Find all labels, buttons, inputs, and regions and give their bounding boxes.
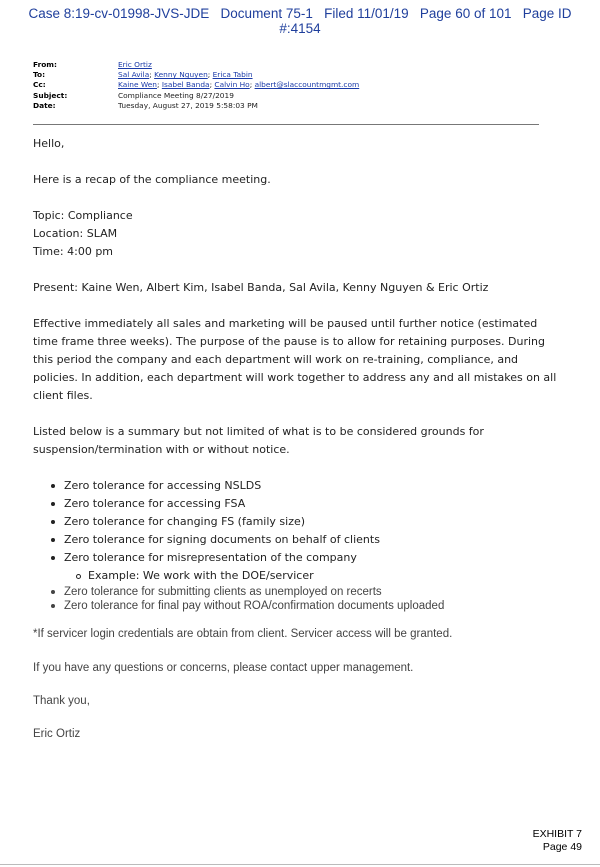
list-item: Zero tolerance for final pay without ROA/confirmation documents uploaded	[64, 599, 563, 613]
to-link-sal-avila[interactable]: Sal Avila	[118, 70, 150, 80]
exhibit-page: Page 49	[542, 841, 582, 853]
signature: Eric Ortiz	[33, 728, 81, 740]
cc-separator: ;	[209, 80, 213, 90]
list-item: Zero tolerance for submitting clients as unemployed on recerts	[64, 585, 563, 599]
list-item: Zero tolerance for changing FS (family size)	[64, 513, 563, 531]
email-meta	[33, 60, 539, 111]
list-item: Zero tolerance for signing documents on behalf of clients	[64, 531, 563, 549]
location: Location: SLAM	[33, 227, 118, 240]
to-link-erica-tabin[interactable]: Erica Tabin	[212, 70, 253, 80]
cc-link-calvin-ho[interactable]: Calvin Ho	[214, 80, 250, 90]
date-value: Tuesday, August 27, 2019 5:58:03 PM	[118, 100, 258, 110]
light-section	[33, 585, 563, 742]
cc-separator: ;	[249, 80, 253, 90]
topic: Topic: Compliance	[33, 209, 133, 222]
cc-label: Cc:	[33, 80, 46, 90]
header-divider	[33, 124, 539, 125]
exhibit-label: EXHIBIT 7	[532, 828, 582, 840]
list-item	[64, 549, 563, 585]
paragraph-pause: Effective immediately all sales and marketing will be paused until further notice (estimated time frame three weeks). The purpose of the pause is to allow for retaining purposes. During this period the company and each department will work on re-training, compliance, and policies. In addition, each department will work together to address any and all mistakes on all client files.	[33, 317, 557, 402]
subject-label: Subject:	[33, 90, 68, 100]
from-link[interactable]: Eric Ortiz	[118, 60, 152, 69]
time: Time: 4:00 pm	[33, 245, 114, 258]
to-row	[33, 70, 539, 80]
questions-note: If you have any questions or concerns, please contact upper management.	[33, 662, 414, 674]
paragraph-grounds: Listed below is a summary but not limited of what is to be considered grounds for suspension/termination with or without notice.	[33, 425, 484, 456]
to-separator: ;	[207, 70, 211, 80]
case-header-line1: Case 8:19-cv-01998-JVS-JDE Document 75-1 Filed 11/01/19 Page 60 of 101 Page ID	[28, 6, 572, 21]
email-body	[33, 135, 563, 760]
case-header-line2: #:4154	[279, 21, 321, 36]
cc-link-isabel-banda[interactable]: Isabel Banda	[161, 80, 210, 90]
zero-tolerance-list-continued	[33, 585, 563, 613]
from-row	[33, 60, 539, 70]
list-item: Zero tolerance for accessing FSA	[64, 495, 563, 513]
to-label: To:	[33, 70, 46, 80]
exhibit-stamp	[533, 828, 582, 854]
cc-link-albert-email[interactable]: albert@slaccountmgmt.com	[254, 80, 360, 90]
page-bottom-border	[0, 864, 600, 865]
subject-row	[33, 91, 539, 101]
list-item-text: Zero tolerance for misrepresentation of the company	[64, 551, 357, 564]
servicer-note: *If servicer login credentials are obtain from client. Servicer access will be granted.	[33, 628, 453, 640]
sub-list	[64, 567, 563, 585]
intro: Here is a recap of the compliance meeting.	[33, 173, 271, 186]
cc-row	[33, 80, 539, 90]
list-item: Zero tolerance for accessing NSLDS	[64, 477, 563, 495]
date-label: Date:	[33, 100, 56, 110]
to-link-kenny-nguyen[interactable]: Kenny Nguyen	[154, 70, 208, 80]
closing: Thank you,	[33, 695, 90, 707]
zero-tolerance-list	[33, 477, 563, 585]
cc-link-kaine-wen[interactable]: Kaine Wen	[118, 80, 157, 90]
subject-value: Compliance Meeting 8/27/2019	[118, 90, 234, 100]
sub-list-item: Example: We work with the DOE/servicer	[88, 567, 563, 585]
present: Present: Kaine Wen, Albert Kim, Isabel Banda, Sal Avila, Kenny Nguyen & Eric Ortiz	[33, 281, 489, 294]
greeting: Hello,	[33, 137, 65, 150]
case-header	[0, 6, 600, 36]
date-row	[33, 101, 539, 111]
to-separator: ;	[149, 70, 152, 80]
from-label: From:	[33, 60, 57, 69]
cc-separator: ;	[156, 80, 160, 90]
